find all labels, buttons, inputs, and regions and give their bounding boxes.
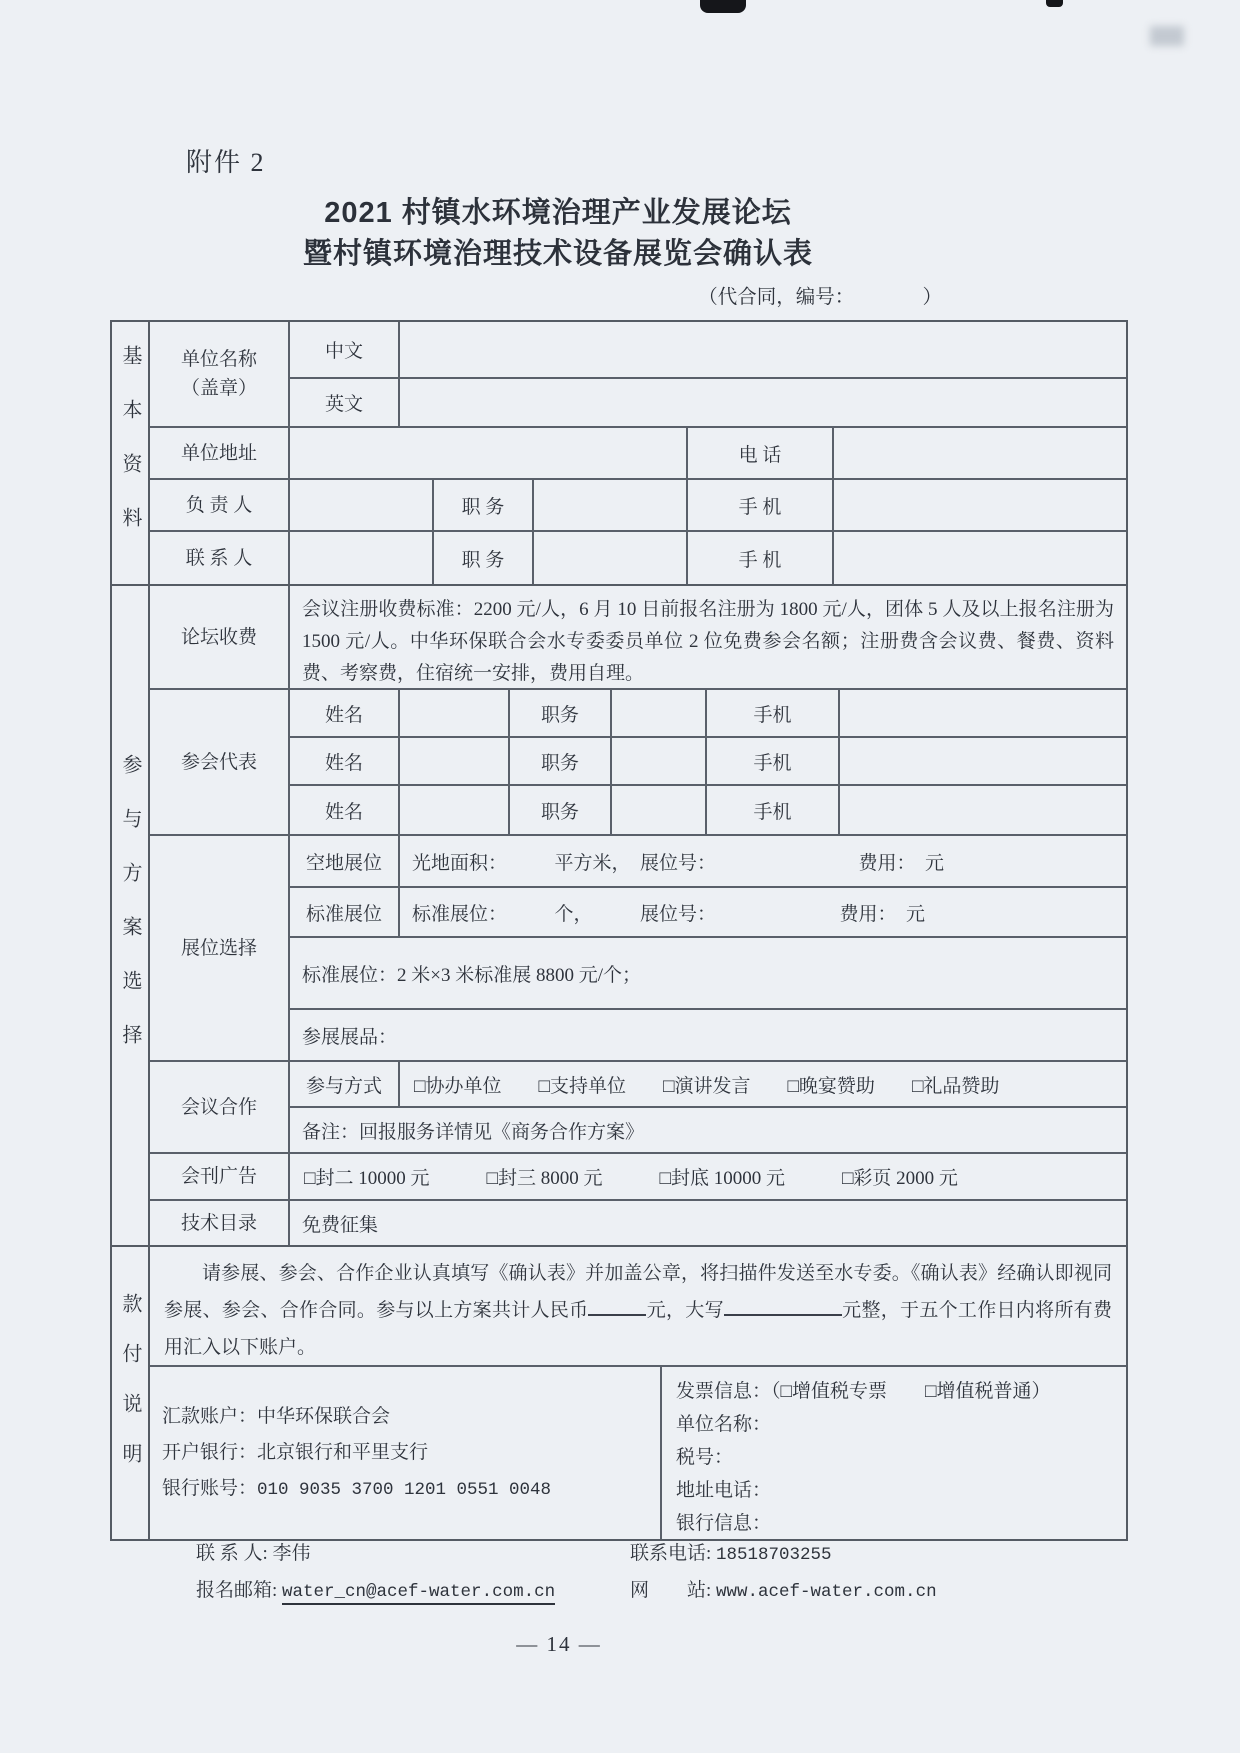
duty-label: 职务 [510,738,612,784]
standard-booth-label: 标准展位 [290,888,400,936]
checkbox-option-inside-back-cover: □封三 8000 元 [486,1168,603,1189]
contact-phone-number: 18518703255 [716,1545,832,1565]
checkbox-option-inside-front-cover: □封二 10000 元 [304,1168,430,1189]
scan-artifact [1046,0,1063,7]
bank-branch-line: 开户银行：北京银行和平里支行 [162,1441,429,1463]
amount-words-blank [724,1297,842,1316]
section-participation [112,586,1126,1247]
invoice-unit-name-line: 单位名称： [676,1414,772,1435]
booth-exhibits-row [290,1010,1126,1060]
field-contact-name [290,532,434,584]
standard-booth-price-note: 标准展位：2 米×3 米标准展 8800 元/个； [302,964,641,986]
website-url: www.acef-water.com.cn [716,1582,937,1602]
payment-notice: 请参展、参会、合作企业认真填写《确认表》并加盖公章，将扫描件发送至水专委。《确认表》经确认即视同参展、参会、合作合同。参与以上方案共计人民币 元，大写 元整，于五个工作日内将所有费用汇入以下账户。 [164,1263,1112,1358]
field-rep-duty [612,786,707,834]
method-label: 参与方式 [290,1062,400,1106]
representative-row [290,786,1126,834]
field-tel [834,428,1126,478]
footer-contact-block [0,1536,1240,1610]
invoice-info [662,1367,1126,1539]
section-label-participation: 参与方案选择 [112,586,150,1245]
row-principal [150,480,1126,532]
field-rep-name [400,690,510,736]
booth-selection-label: 展位选择 [150,836,290,1060]
forum-fee-label: 论坛收费 [150,586,290,688]
representative-row [290,690,1126,738]
field-contact-duty [534,532,688,584]
invoice-address-tel-line: 地址电话： [676,1480,772,1501]
payment-notice-row [150,1247,1126,1367]
standard-booth-fields: 标准展位： 个， 展位号： 费用： 元 [412,903,926,925]
footer-contact-phone: 联系电话: 18518703255 [630,1543,832,1565]
row-cooperation [150,1062,1126,1154]
row-unit-name-en [290,379,1126,426]
field-unit-name-en [400,379,1126,426]
remittance-account-info [150,1367,662,1539]
tech-catalog-label: 技术目录 [150,1201,290,1245]
cooperation-note-row [290,1108,1126,1152]
footer-website: 网 站: www.acef-water.com.cn [630,1580,937,1602]
field-rep-mobile [840,786,1126,834]
bank-account-line: 银行账号：010 9035 3700 1201 0551 0048 [162,1477,552,1500]
remit-account-line: 汇款账户：中华环保联合会 [162,1405,391,1427]
chinese-label: 中文 [290,322,400,377]
row-representatives [150,690,1126,836]
row-address [150,428,1126,480]
field-rep-duty [612,690,707,736]
open-booth-label: 空地展位 [290,836,400,886]
field-rep-name [400,738,510,784]
field-contact-mobile [834,532,1126,584]
page-number: — 14 — [516,1632,602,1656]
field-rep-name [400,786,510,834]
row-contact [150,532,1126,584]
tech-catalog-text: 免费征集 [302,1214,379,1236]
checkbox-option-speech: □演讲发言 [662,1075,751,1097]
section-label-basic: 基本资料 [112,322,150,584]
cooperation-method-row [290,1062,1126,1108]
booth-price-row [290,938,1126,1010]
field-principal-duty [534,480,688,530]
contract-number-note: （代合同，编号： ） [698,287,942,308]
attachment-label: 附件 2 [186,148,266,177]
duty-label: 职务 [510,690,612,736]
field-address [290,428,688,478]
exhibits-label: 参展展品： [302,1026,398,1048]
checkbox-option-supporter: □支持单位 [538,1075,626,1097]
title-line-1: 2021 村镇水环境治理产业发展论坛 [324,197,792,229]
journal-ad-options [290,1154,1126,1199]
section-basic-info [112,322,1126,586]
bank-invoice-row [150,1367,1126,1539]
open-booth-fields: 光地面积： 平方米， 展位号： 费用： 元 [412,852,945,874]
representatives-label: 参会代表 [150,690,290,834]
journal-ads-label: 会刊广告 [150,1154,290,1199]
name-label: 姓名 [290,690,400,736]
duty-label: 职务 [510,786,612,834]
row-forum-fee [150,586,1126,690]
row-unit-name [150,322,1126,428]
field-rep-mobile [840,690,1126,736]
checkbox-option-gift-sponsor: □礼品赞助 [911,1075,1000,1097]
mobile-label: 手机 [707,738,840,784]
amount-blank [588,1297,646,1316]
booth-open-row [290,836,1126,888]
unit-name-label: 单位名称 （盖章） [150,322,290,426]
address-label: 单位地址 [150,428,290,478]
mobile-label: 手机 [707,786,840,834]
row-unit-name-cn [290,322,1126,379]
row-tech-catalog [150,1201,1126,1245]
forum-fee-text: 会议注册收费标准：2200 元/人，6 月 10 日前报名注册为 1800 元/人，团体 5 人及以上报名注册为 1500 元/人。中华环保联合会水专委委员单位 2 位免费参会名额；注册费含会议费、餐费、资料费、考察费，住宿统一安排，费用自理。 [302,599,1114,684]
scan-artifact [1150,26,1184,46]
principal-label: 负 责 人 [150,480,290,530]
field-principal-name [290,480,434,530]
checkbox-option-back-cover: □封底 10000 元 [659,1168,785,1189]
registration-email: water_cn@acef-water.com.cn [282,1582,555,1605]
name-label: 姓名 [290,738,400,784]
english-label: 英文 [290,379,400,426]
scan-artifact [700,0,746,13]
mobile-label: 手机 [707,690,840,736]
name-label: 姓名 [290,786,400,834]
invoice-bank-info-line: 银行信息： [676,1513,772,1534]
cooperation-label: 会议合作 [150,1062,290,1152]
invoice-type-line: 发票信息：（□增值税专票 □增值税普通） [676,1381,1051,1402]
bank-account-number: 010 9035 3700 1201 0551 0048 [257,1479,552,1500]
tel-label: 电 话 [688,428,834,478]
cooperation-note: 备注：回报服务详情见《商务合作方案》 [302,1121,645,1143]
row-booth-selection [150,836,1126,1062]
representative-row [290,738,1126,786]
document-title [108,193,1008,275]
checkbox-option-coorganizer: □协办单位 [414,1075,502,1097]
section-label-payment: 款付说明 [112,1247,150,1539]
cooperation-options [400,1062,1126,1106]
checkbox-option-color-page: □彩页 2000 元 [841,1168,958,1189]
contact-duty-label: 职 务 [434,532,534,584]
title-line-2: 暨村镇环境治理技术设备展览会确认表 [302,238,813,270]
field-rep-mobile [840,738,1126,784]
principal-duty-label: 职 务 [434,480,534,530]
confirmation-form-table [110,320,1128,1541]
row-journal-ads [150,1154,1126,1201]
invoice-tax-id-line: 税号： [676,1447,734,1468]
contact-mobile-label: 手 机 [688,532,834,584]
field-unit-name-cn [400,322,1126,377]
field-rep-duty [612,738,707,784]
section-payment [112,1247,1126,1539]
contact-label: 联 系 人 [150,532,290,584]
footer-email: 报名邮箱: water_cn@acef-water.com.cn [196,1573,630,1610]
principal-mobile-label: 手 机 [688,480,834,530]
footer-contact-person: 联 系 人: 李伟 [196,1543,311,1564]
checkbox-option-banquet-sponsor: □晚宴赞助 [787,1075,875,1097]
booth-standard-row [290,888,1126,938]
field-principal-mobile [834,480,1126,530]
